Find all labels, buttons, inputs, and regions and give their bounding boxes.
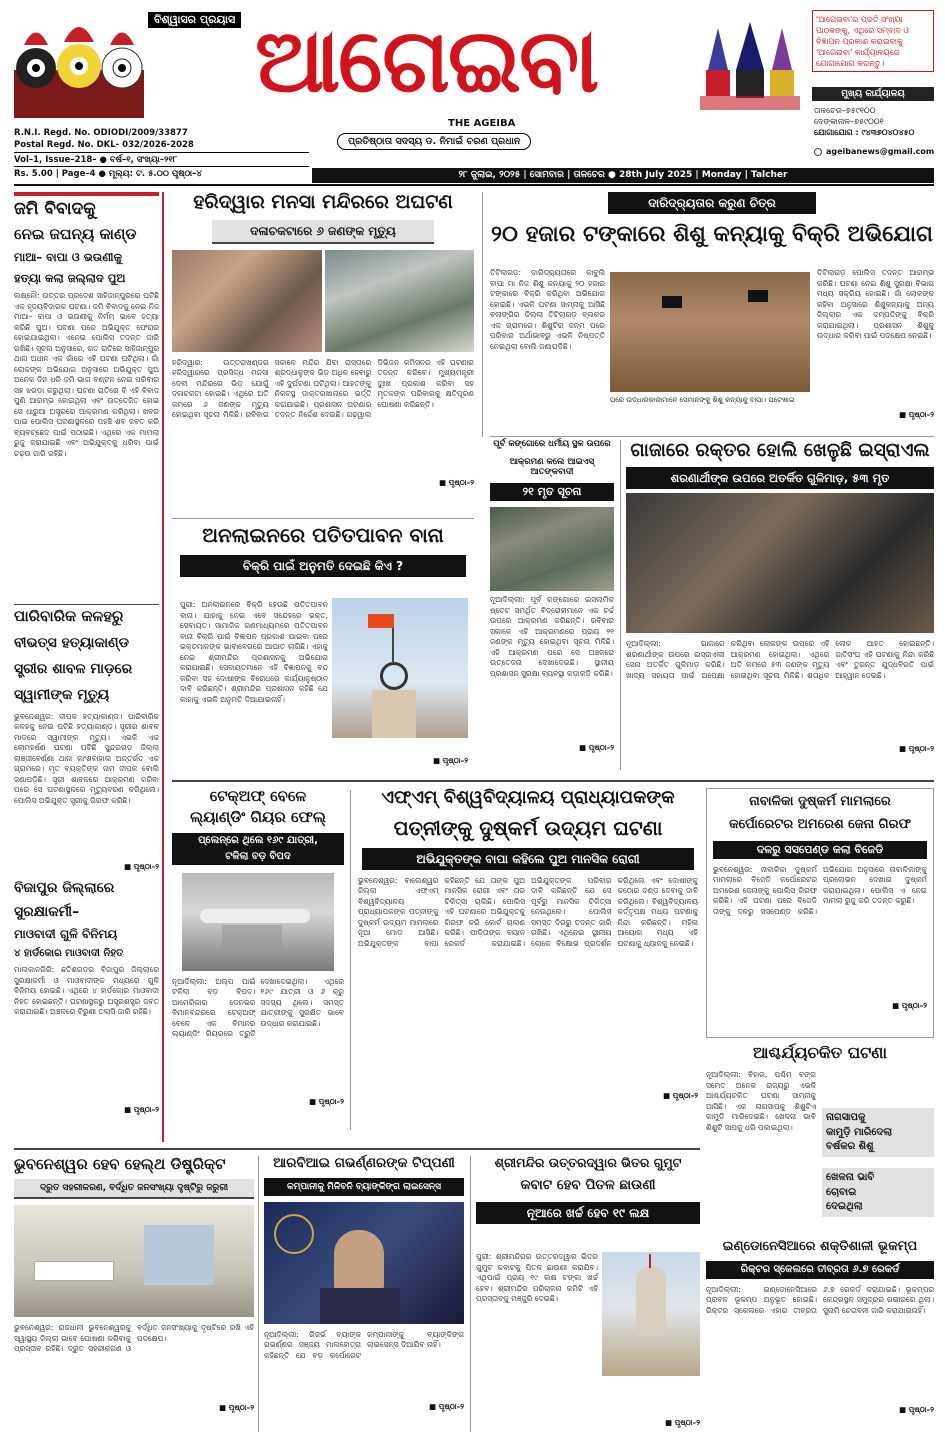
headline: ଆଶ୍ଚର୍ଯ୍ୟଚକିତ ଘଟଣା [753, 1043, 887, 1062]
headline-line: ମାଓବାଦୀ ଗୁଳି ବିନିମୟ [14, 927, 118, 942]
family-photo [610, 272, 810, 392]
continued-label: ■ ପୃଷ୍ଠା–୨ [578, 743, 614, 753]
continued-label: ■ ପୃଷ୍ଠା–୨ [898, 744, 934, 754]
title-english: THE AGEIBA [448, 118, 516, 129]
bullet-line: ଦେଇଥିଲା [826, 1201, 863, 1212]
continued-label: ■ ପୃଷ୍ଠା–୨ [898, 1404, 934, 1414]
aircraft-photo [182, 873, 334, 971]
headline: ଭୁବନେଶ୍ୱର ହେବ ହେଲ୍‌ଥ ଡିଷ୍ଟ୍ରିକ୍ଟ [14, 1155, 226, 1173]
email-icon [814, 148, 822, 156]
story-body: ଲକ୍ଷ୍ନୌ: ଉତ୍ତର ପ୍ରଦେଶ ସାହିଜାନ୍‌ପୁରରେ ଘଟିଛି ଏକ ହୃଦୟବିଦାରକ ଘଟଣା। ଜମି ବିବାଦକୁ ନେଇ ନିଜ ମାଆ– ବାପା ଓ ଭଉଣୀକୁ ନିର୍ମମ ଭାବେ ହତ୍ୟା କରିଛି ପୁଅ। ଘଟଣା ପରେ ଅଭିଯୁକ୍ତ ଫେରାର ହୋଇଯାଇଥିଲା। ଏନେଇ ପୋଲିସ ତଦନ୍ତ ଜାରି ରଖିଛି। ସୂଚନା ଅନୁସାରେ, ଗତ ରାତିରେ ସାହିଜାନ୍‌ପୁର ଥାନା ଅଧୀନ ଏକ ଗାଁରେ ଏହି ଘଟଣା ଘଟିଥିଲା। ଗାଁ ଲୋକଙ୍କ ଅଭିଯୋଗ ଅନୁସାରେ ଅଭିଯୁକ୍ତ ପୁଅ ଅନେକ ଦିନ ଧରି ଜମି ଭାଗ ବଣ୍ଟନ ନେଇ ପରିବାର ସହ ଝଗଡା କରୁଥିଲା। ଘଟଣା ରାତିରେ ବି ଏହି ବିବାଦ ପୁଣି ଆରମ୍ଭ ହୋଇଥିଲା ଏବଂ ଉତ୍ତେଜିତ ହୋଇ ସେ ଧାରୁଆ ଅସ୍ତ୍ରରେ ଆକ୍ରମଣ କରିଥିଲା। ଖବର ପାଇ ପୋଲିସ ଘଟଣାସ୍ଥଳରେ ପହଞ୍ଚି ଶବ ଜବତ କରି ବ୍ୟବଚ୍ଛେଦ ପାଇଁ ପଠାଇଛି। ଏଥିରେ ଏକ ମାମଲା ରୁଜୁ କରାଯାଇଛି ଏବଂ ଅଭିଯୁକ୍ତକୁ ଧରିବା ପାଇଁ ଚଢ଼ଉ ଜାରି ରହିଛି। [14, 291, 159, 458]
rbi-governor-photo [264, 1202, 464, 1324]
congo-story [490, 440, 614, 770]
child-sale-story [490, 192, 934, 432]
bullet-line: ଖେଳନା ଭାବି [826, 1172, 875, 1183]
headline-line: ବିଜାପୁର ଜିଲ୍ଲାରେ [14, 880, 115, 896]
subheadline: ଦଳରୁ ସସପେଣ୍ଡ କଲା ବିଜେଡି [713, 841, 927, 859]
headline-line: ବୀଭତ୍ସ ହତ୍ୟାକାଣ୍ଡ [14, 635, 129, 652]
story-body: ନୂଆଦିଲ୍ଲୀ: ପୂର୍ବ କଙ୍ଗୋରେ ଇସଲାମିକ ଷ୍ଟେଟ ସମର୍ଥିତ ବିଦ୍ରୋହୀମାନେ ଏକ ଚର୍ଚ୍ଚ ଉପରେ ଆକ୍ରମଣ କରିଛନ୍ତି। ରବିବାର ସକାଳେ ଏହି ଆକ୍ରମଣରେ ପ୍ରାୟ ୨୧ ଜଣଙ୍କ ମୃତ୍ୟୁ ହୋଇଥିବା ସୂଚନା ମିଳିଛି। ଏହି ଆକ୍ରମଣ ପରେ ସେ ଅଞ୍ଚଳରେ ଉତ୍ତେଜନା ଦେଖାଦେଇଛି। ସ୍ଥାନୀୟ ପ୍ରଶାସନ ସୁରକ୍ଷା ବ୍ୟବସ୍ଥା କଡ଼ାକଡ଼ି କରିଛି। [490, 595, 614, 678]
continued-label: ■ ପୃଷ୍ଠା–୨ [438, 477, 474, 487]
crowd-photo [172, 250, 474, 352]
photo-caption: ପରେ ଉଦ୍ଧାରକାରୀମାନେ ସେମାନଙ୍କୁ ଶିଶୁ କନ୍ୟାକୁ ବାପା। ପଟେଖାଇ [610, 396, 795, 404]
notice-box: 'ଆଗେଇବା'ର ପ୍ରତି ସଂଖ୍ୟା ପାଠକଙ୍କୁ, ଏଥିରେ ସମ୍ବାଦ ଓ ବିଜ୍ଞାପନ ପ୍ରକାଶ କରାଇବାକୁ 'ଆଗେଇବା' କାର୍ଯ୍ୟାଳୟରେ ଯୋଗାଯୋଗ କରନ୍ତୁ। [812, 10, 934, 72]
story-body: ମାଲକାନଗିରି: ଛତିଶଗଡ଼ର ବିଜାପୁର ଜିଲ୍ଲାରେ ସୁରକ୍ଷାକର୍ମୀ ଓ ମାଓବାଦୀଙ୍କ ମଧ୍ୟରେ ଗୁଳି ବିନିମୟ ହୋଇଛି। ଏଥିରେ ୪ ହାର୍ଡକୋର ମାଓବାଦୀ ନିହତ ହୋଇଛନ୍ତି। ଘଟଣାସ୍ଥଳରୁ ଅସ୍ତ୍ରଶସ୍ତ୍ର ଜବତ କରାଯାଇଛି। ଅଞ୍ଚଳରେ ଚିରୁଣୀ ତଲାସି ଜାରି ରହିଛି। [14, 965, 159, 1017]
haridwar-story [172, 192, 474, 520]
headline: ହରିଦ୍ୱାର ମନସା ମନ୍ଦିରରେ ଅଘଟଣ [193, 191, 453, 213]
temple-flag-photo [332, 598, 468, 738]
dateline: ୨୮ ଜୁଲାଇ, ୨୦୨୫ | ସୋମବାର | ତାଳଚେର ● 28th July 2025 | Monday | Talcher [312, 168, 934, 183]
hospital-photo [14, 1205, 254, 1317]
headline-line: ଶ୍ରୀମନ୍ଦିର ଉତ୍ତରଦ୍ୱାର ଭିତର ଗୁମୁଟ [494, 1155, 682, 1170]
headline-line: କବାଟ ହେବ ପିତଳ ଛାଉଣୀ [520, 1177, 656, 1194]
bullet-box-1 [822, 1108, 934, 1157]
bullet-line: ଚୋବାଇ [826, 1186, 857, 1198]
newspaper-title: ଆଗେଇବା [255, 8, 598, 112]
temple-photo [602, 1252, 700, 1376]
office-line-3: ଯୋଗାଯୋଗ : ୯୪୩୭୦୪୦୪୫୦ [814, 128, 915, 137]
office-line-1: ତାଳଚେର–୭୫୯୧୦୦ [814, 106, 876, 115]
bullet-line: କାମୁଡ଼ି ମାରିଦେଲା [826, 1126, 893, 1138]
headline-line: ମାଆ– ବାପା ଓ ଭଉଣୀକୁ [14, 249, 123, 264]
headline-line: ଜମି ବିବାଦକୁ [14, 199, 96, 219]
jagannath-logo-left [14, 10, 144, 118]
continued-label: ■ ପୃଷ୍ଠା–୨ [308, 1096, 344, 1106]
office-label: ମୁଖ୍ୟ କାର୍ଯ୍ୟାଳୟ [812, 87, 934, 101]
headline-line: ସୁରକ୍ଷାକର୍ମୀ– [14, 904, 80, 921]
headline-line: ହତ୍ୟା କଲା ଜଲ୍ଲାଦ ପୁଅ [14, 271, 126, 286]
office-line-2: ଦେଙ୍କାନାଳ–୭୫୯୦୦୧ [814, 117, 884, 126]
bullet-line: ନାଗସାପକୁ [826, 1112, 866, 1123]
headline-line: ପୂର୍ବ କଙ୍ଗୋରେ ଧର୍ମୀୟ ସ୍ଥଳ ଉପରେ [493, 439, 611, 449]
headline-line: ଟେକ୍‌ଅଫ୍ ବେଳେ [209, 787, 307, 805]
story-body: ଭୁବନେଶ୍ୱର: ଦୀପକ ହତ୍ୟାକାଣ୍ଡ। ପାରିବାରିକ କଳହକୁ ନେଇ ଘଟିଛି ହତ୍ୟାକାଣ୍ଡ। ସ୍ତ୍ରୀର ଶାବଳ ମାଡରେ ସ୍ୱାମୀଙ୍କ ମୃତ୍ୟୁ। ଏଭଳି ଏକ ଲୋମହର୍ଷଣ ଘଟଣା ଘଟିଛି ସୁନ୍ଦରଗଡ଼ ଜିଲ୍ଲା ଲାଞ୍ଜୀବେର୍ଣ୍ଣା ଥାନା କାଂଶବାହାଲ ଅନ୍ତର୍ଗତ ଏକ ଗ୍ରାମରେ। ମୃତ ବ୍ୟକ୍ତିଙ୍କ ନାମ ଦୀପକ ବୋଲି ଜଣାପଡ଼ିଛି। ସ୍ତ୍ରୀ ଶାବଳରେ ଆକ୍ରମଣ କରିବା ପରେ ସେ ଘଟଣାସ୍ଥଳରେ ମୃତ୍ୟୁବରଣ କରିଥିଲେ। ପୋଲିସ ଅଭିଯୁକ୍ତ ସ୍ତ୍ରୀକୁ ଗିରଫ କରିଛି। [14, 711, 159, 805]
headline-line: ପତ୍ନୀଙ୍କୁ ଦୁଷ୍କର୍ମ ଉଦ୍ୟମ ଘଟଣା [393, 815, 663, 840]
story-body-left: ତିଟିଲାଗଡ଼: ଦାରିଦ୍ର୍ୟତାରେ କାବୁଲି ବାପା ମା ନିଜ ଶିଶୁ କନ୍ୟାକୁ ୨୦ ହଜାର ଟଙ୍କାରେ ବିକ୍ରି କରିଥିବା ଅଭିଯୋଗ ହୋଇଛି। ଏଭଳି ଘଟଣା ସାମ୍ନାକୁ ଆସିଛି ବଲାଙ୍ଗିର ଜିଲ୍ଲା ତିଟିଲାଗଡ଼ ବ୍ଲକର ଏକ ଗ୍ରାମରେ। ଶିଶୁଟିର ଜନ୍ମ ପରେ ପରିବାର ଅର୍ଥାଭାବରୁ ଏଭଳି ନିଷ୍ପତ୍ତି ନେଇଥିଲା ବୋଲି ଜଣାପଡ଼ିଛି। [490, 268, 605, 351]
masthead [0, 0, 945, 185]
continued-label: ■ ପୃଷ୍ଠା–୨ [123, 1105, 159, 1115]
headline-line: ପାରିବାରିକ କଳହରୁ [14, 607, 124, 625]
headline-line: ଆକ୍ରମଣ କଲେ ଆଇଏସ୍ ଆତଙ୍କବାଦୀ [509, 456, 595, 477]
continued-label: ■ ପୃଷ୍ଠା–୨ [662, 1090, 698, 1100]
story-body: ଭୁବନେଶ୍ୱର: ବାଲେଶ୍ୱର ଜିଲ୍ଲା ଏଫ୍‌ଏମ୍ ବିଶ୍ୱବିଦ୍ୟାଳୟ ପ୍ରାଧ୍ୟାପକଙ୍କ ପତ୍ନୀଙ୍କୁ ଦୁଷ୍କର୍ମ ଉଦ୍ୟମ ମାମଲାରେ ନୂଆ ମୋଡ଼ ଆସିଛି। ଅଭିଯୁକ୍ତଙ୍କ ବାପା କହିଛନ୍ତି ଯେ ତାଙ୍କ ପୁଅ ମାନସିକ ରୋଗୀ ଏବଂ ତାର ଚିକିତ୍ସା ଚାଲିଛି। ପୋଲିସ ଏହି ଘଟଣାରେ ଅଭିଯୁକ୍ତକୁ ଗିରଫ କରି କୋର୍ଟ ଚାଲାଣ କରିଛି। ପୀଡ଼ିତାଙ୍କ ବୟାନ ରେକର୍ଡ କରାଯାଇଛି। ଅଭିଯୁକ୍ତଙ୍କ ପରିବାର ଦାବି କରିଛନ୍ତି ଯେ ସେ ପୂର୍ବରୁ ମାନସିକ ଚିକିତ୍ସା ନେଉଥିଲେ। ପୋଲିସ ସମସ୍ତ ଦିଗରୁ ତଦନ୍ତ ଜାରି ରଖିଛି। ଏଥିନେଇ ସ୍ଥାନୀୟ ଲୋକେ ବିକ୍ଷୋଭ ପ୍ରଦର୍ଶନ କରିଥିଲେ ଏବଂ ଦୋଷୀଙ୍କୁ କଠୋର ଦଣ୍ଡ ଦେବାକୁ ଦାବି କରିଥିଲେ। ବିଶ୍ୱବିଦ୍ୟାଳୟ କର୍ତ୍ତୃପକ୍ଷ ମଧ୍ୟ ଘଟଣାକୁ ନିନ୍ଦା କରିଛନ୍ତି। ମହିଳା ଆୟୋଗ ମଧ୍ୟ ଏହି ଘଟଣାକୁ ଧ୍ୟାନକୁ ନେଇଛି। [358, 875, 698, 948]
story-body: ଭୁବନେଶ୍ୱର: ନାବାଳିକା ଦୁଷ୍କର୍ମ ମାମଲାରେ ବିଜେଡି କର୍ପୋରେଟର ଅମରେଶ ଜେନାଙ୍କୁ ପୋଲିସ ଗିରଫ କରିଛି। ଏହି ଘଟଣା ପରେ ବିଜେଡି ତାଙ୍କୁ ଦଳରୁ ସସପେଣ୍ଡ କରିଛି। ଅଭିଯୋଗ ଅନୁସାରେ ନାବାଳିକାଙ୍କୁ ପ୍ରଲୋଭନ ଦେଖାଇ ଦୁଷ୍କର୍ମ କରାଯାଇଥିଲା। ପୋଲିସ ଏ ନେଇ ମାମଲା ରୁଜୁ କରି ତଦନ୍ତ କରୁଛି। [713, 864, 927, 916]
headline-line: ନେଇ ଜଘନ୍ୟ କାଣ୍ଡ [14, 224, 137, 243]
headline-line: ସ୍ୱାମୀଙ୍କ ମୃତ୍ୟୁ [14, 687, 110, 704]
indonesia-story [706, 1240, 934, 1430]
continued-label: ■ ପୃଷ୍ଠା–୨ [898, 410, 934, 419]
tagline: ବିଶ୍ୱାସର ପ୍ରୟାସ [148, 12, 241, 28]
nabalika-box [706, 788, 934, 1038]
headline-line: ଏଫ୍‌ଏମ୍ ବିଶ୍ୱବିଦ୍ୟାଳୟ ପ୍ରାଧ୍ୟାପକଙ୍କ [381, 787, 675, 808]
subheadline: ବିକ୍ରି ପାଇଁ ଅନୁମତି ଦେଇଛି କିଏ ? [180, 555, 466, 577]
headline: ୨୦ ହଜାର ଟଙ୍କାରେ ଶିଶୁ କନ୍ୟାକୁ ବିକ୍ରି ଅଭିଯୋଗ [491, 222, 933, 247]
headline-line: ଲ୍ୟାଣ୍ଡିଂ ଗିୟର ଫେଲ୍ [190, 808, 326, 827]
subheadline: ନୂଆରେ ଖର୍ଚ୍ଚ ହେବ ୧୯ ଲକ୍ଷ [476, 1202, 700, 1224]
continued-label: ■ ପୃଷ୍ଠା–୨ [664, 1418, 700, 1427]
subheadline: ଶରଣାର୍ଥୀଙ୍କ ଉପରେ ଅତର୍କିତ ଗୁଳିମାଡ଼, ୫୩ ମୃତ [626, 467, 934, 489]
subheadline: ଅଭିଯୁକ୍ତଙ୍କ ବାପା କହିଲେ ପୁଅ ମାନସିକ ରୋଗୀ [362, 848, 694, 870]
continued-label: ■ ପୃଷ୍ଠା–୨ [891, 1000, 927, 1010]
bijapur-story [14, 880, 159, 1135]
price-line: Rs. 5.00 | Page–4 ● ମୂଲ୍ୟ: ଟ. ୫.୦୦ ପୃଷ୍ଠା–୪ [14, 169, 202, 179]
srimandir-story [476, 1156, 700, 1436]
subheadline: ରିକ୍ଟର ସ୍କେଲରେ ତୀବ୍ରତା ୬.୭ ରେକର୍ଡ [706, 1261, 934, 1279]
headline-line: ୪ ହାର୍ଡକୋର ମାଓବାଦୀ ନିହତ [14, 947, 124, 959]
congo-photo [490, 507, 614, 591]
story-body: ନୂଆଦିଲ୍ଲୀ: ରିଜର୍ଭ ବ୍ୟାଙ୍କ ଗଭର୍ଣ୍ଣର ସଞ୍ଜୟ ମାଲହୋତ୍ରା କହିଛନ୍ତି ଯେ ବଡ଼ କର୍ପୋରେଟ କମ୍ପାନୀଙ୍କୁ ବ୍ୟାଙ୍କିଙ୍ଗ ଲାଇସେନ୍ସ ଦିଆଯିବ ନାହିଁ। [264, 1329, 464, 1360]
story-body: ନୂଆଦିଲ୍ଲୀ: ଗାଜାରେ ଶରଣାର୍ଥୀଙ୍କ ଉପରେ ଇସ୍ରାଏଲୀ ସେନା ଅତର୍କିତ ଗୁଳିମାଡ଼ କରିଛି। ଖାଦ୍ୟ ସହାୟତା ପାଇଁ ଅପେକ୍ଷା କରିଥିବା ଲୋକଙ୍କ ଉପରେ ଏହି ଆକ୍ରମଣ ହୋଇଥିଲା। ଏଥିରେ ଅତି କମରେ ୫୩ ଜଣଙ୍କ ମୃତ୍ୟୁ ହୋଇଥିବା ସୂଚନା ମିଳିଛି। ଶତାଧିକ ଲୋକ ଆହତ ହୋଇଛନ୍ତି। ଜାତିସଂଘ ଏହି ଘଟଣାକୁ ନିନ୍ଦା କରିଛି ଏବଂ ତୁରନ୍ତ ଯୁଦ୍ଧବିରତି ପାଇଁ ଆହ୍ୱାନ ଦେଇଛି। [626, 639, 934, 680]
headline: ଅନଲାଇନରେ ପତିତପାବନ ବାନା [202, 523, 444, 547]
bhubaneswar-story [14, 1156, 254, 1436]
left-story-2 [14, 608, 159, 872]
continued-label: ■ ପୃଷ୍ଠା–୨ [432, 756, 468, 765]
postal-number: Postal Regd. No. DKL- 032/2026-2028 [14, 140, 194, 150]
fm-university-story [358, 788, 698, 1133]
headline: ଇଣ୍ଡୋନେସିଆରେ ଶକ୍ତିଶାଳୀ ଭୂକମ୍ପ [722, 1239, 918, 1254]
volume-line: Vol–1, Issue–218– ● ବର୍ଷ–୧, ସଂଖ୍ୟା–୨୧୮ [14, 155, 178, 165]
gaza-photo [626, 493, 934, 633]
subheadline-1: ପ୍ଲେନ୍‌ରେ ଥିଲେ ୧୬୯ ଯାତ୍ରୀ, [172, 833, 344, 849]
headline-line: କର୍ପୋରେଟର ଅମରେଶ ଜେନା ଗିରଫ [729, 816, 911, 832]
bullet-line: ବର୍ଷକର ଶିଶୁ [826, 1141, 874, 1152]
story-body: ପୁରୀ: ଶ୍ରୀମନ୍ଦିରର ଉତ୍ତରଦ୍ୱାର ଭିତର ଗୁମୁଟ କବାଟକୁ ପିତଳ ଛାଉଣୀ କରାଯିବ। ଏଥିପାଇଁ ପ୍ରାୟ ୧୯ ଲକ୍ଷ ଟଙ୍କା ଖର୍ଚ୍ଚ ହେବ। ଶ୍ରୀମନ୍ଦିର ପରିଚାଳନା କମିଟି ଏହି ପ୍ରସ୍ତାବକୁ ମଞ୍ଜୁରି ଦେଇଛି। [476, 1252, 598, 1303]
subheadline: ୨୧ ମୃତ ସୂଚନା [490, 483, 614, 501]
subheadline: କମ୍ପାନୀକୁ ମିଳିବନି ବ୍ୟାଙ୍କିଙ୍ଗ ଲାଇସେନ୍ସ [264, 1178, 464, 1196]
story-body: ହରିଦ୍ୱାର: ଉତ୍ତରାଖଣ୍ଡର ହରିଦ୍ୱାରରେ ପ୍ରସିଦ୍ଧ ମନସା ଦେବୀ ମନ୍ଦିରରେ ଭିଡ଼ ଯୋଗୁଁ ଦଳାଚକଟା ହୋଇଛି। ଏଥିରେ ଅତି କମରେ ୬ ଜଣଙ୍କ ମୃତ୍ୟୁ ହୋଇଥିବା ସୂଚନା ମିଳିଛି। ରବିବାର ସକାଳେ ମନ୍ଦିର ଯିବା ରାସ୍ତାରେ ଶ୍ରଦ୍ଧାଳୁଙ୍କ ଭିଡ଼ ଅଧିକ ହେବାରୁ ଏହି ଦୁର୍ଘଟଣା ଘଟିଥିଲା। ଆହତଙ୍କୁ ନିକଟସ୍ଥ ଡାକ୍ତରଖାନାରେ ଭର୍ତ୍ତି କରାଯାଇଛି। ପ୍ରଶାସନ ଘଟଣାର ତଦନ୍ତ ନିର୍ଦ୍ଦେଶ ଦେଇଛି। ଗଢ଼ୱାଲ ଡିଭିଜନ କମିସନର ଏହି ଘଟଣାର ତଦନ୍ତ କରିବେ। ମୁଖ୍ୟମନ୍ତ୍ରୀ ଦୁଃଖ ପ୍ରକାଶ କରିବା ସହ ମୃତକଙ୍କ ପରିବାରକୁ କ୍ଷତିପୂରଣ ଘୋଷଣା କରିଛନ୍ତି। [172, 357, 474, 420]
story-body-right: ତିଟିଲାଗଡ଼ ପୋଲିସ ତଦନ୍ତ ଆରମ୍ଭ କରିଛି। ଘଟଣା ନେଇ ଶିଶୁ ସୁରକ୍ଷା ବିଭାଗ ମଧ୍ୟ ସକ୍ରିୟ ହୋଇଛି। ଗାଁ ଲୋକଙ୍କ କହିବା ଅନୁସାରେ ଶିଶୁକନ୍ୟାକୁ ଅନ୍ୟ ଜିଲ୍ଲାର ଏକ ଦମ୍ପତିଙ୍କୁ ବିକ୍ରି କରାଯାଇଥିଲା। ପ୍ରଶାସନ ଶିଶୁକୁ ଉଦ୍ଧାର କରିବା ପାଇଁ ପଦକ୍ଷେପ ନେଇଛି। [817, 268, 934, 340]
story-body: ଭୁବନେଶ୍ୱର: ରାଜଧାନୀ ଭୁବନେଶ୍ୱରକୁ ସ୍ୱାସ୍ଥ୍ୟ ଜିଲ୍ଲା ଭାବେ ଘୋଷଣା କରିବାକୁ ପ୍ରସ୍ତାବ ରହିଛି। ଦ୍ରୁତ ସହରୀକରଣ ଓ ବର୍ଦ୍ଧିତ ଜନସଂଖ୍ୟାକୁ ଦୃଷ୍ଟିରେ ରଖି ଏହି ପଦକ୍ଷେପ। [14, 1323, 254, 1354]
subheadline-2: ଟଳିଲା ବଡ଼ ବିପଦ [172, 849, 344, 865]
gaza-story [626, 440, 934, 770]
left-story-1 [14, 200, 159, 581]
founder-line: ପ୍ରତିଷ୍ଠାତା ସଦସ୍ୟ ଡ. ନିମାଇଁ ଚରଣ ପ୍ରଧାନ [337, 133, 531, 150]
rbi-story [264, 1156, 464, 1436]
ascharya-story [706, 1043, 934, 1212]
rni-number: R.N.I. Regd. No. ODIODI/2009/33877 [14, 128, 188, 138]
story-body: ନୂଆଦିଲ୍ଲୀ: ବିହାର, ପଶ୍ଚିମ ବଙ୍ଗ ସମେତ ଅନେକ ରାଜ୍ୟରୁ ଏଭଳି ଆଶ୍ଚର୍ଯ୍ୟଚକିତ ଘଟଣା ସାମ୍ନାକୁ ଆସିଛି। ଏକ ନାଗସାପକୁ ଶିଶୁଟିଏ କାମୁଡ଼ି ମାରିଦେଇଛି। ଖେଳନା ଭାବି ଶିଶୁଟି ସାପକୁ ଧରି ପକାଇଥିଲା। [706, 1070, 816, 1132]
bullet-box-2 [822, 1168, 934, 1217]
headline-line: ନାବାଳିକା ଦୁଷ୍କର୍ମ ମାମଲାରେ [749, 794, 891, 809]
headline: ଗାଜାରେ ରକ୍ତର ହୋଲି ଖେଳୁଛି ଇସ୍ରାଏଲ [630, 440, 930, 461]
continued-label: ■ ପୃଷ୍ଠା–୨ [428, 1401, 464, 1411]
story-body: ପୁରୀ: ଅନଲାଇନରେ ବିକ୍ରି ହେଉଛି ପତିତପାବନ ବାନା। ଯାହାକୁ ନେଇ ଏବେ ସନ୍ଦେହରେ ଭକ୍ତ, ସେବାୟତ। ସାମାଜିକ ଗଣମାଧ୍ୟମରେ ପତିତପାବନ ବାନା ବିକ୍ରି ପାଇଁ ବିଜ୍ଞାପନ ପ୍ରକାଶ ପାଇବା ପରେ ଭକ୍ତମାନଙ୍କ ଭାବାବେଗରେ ଆଘାତ ଲାଗିଛି। ଏହାକୁ ନେଇ ଶ୍ରୀମନ୍ଦିର ପ୍ରଶାସନକୁ ଅଭିଯୋଗ କରାଯାଇଛି। ସେବାୟତମାନେ ଏହି ବିଜ୍ଞାପନକୁ ବନ୍ଦ କରିବା ସହ ଦୋଷୀଙ୍କ ବିରୋଧରେ କାର୍ଯ୍ୟାନୁଷ୍ଠାନ ଦାବି କରିଛନ୍ତି। ଶ୍ରୀମନ୍ଦିର ପ୍ରଶାସନ କହିଛି ଯେ କାହାକୁ ଏଭଳି ଅନୁମତି ଦିଆଯାଇନାହିଁ। [180, 600, 328, 704]
story-label: ଦାରିଦ୍ର୍ୟତାର କରୁଣ ଚିତ୍ର [608, 192, 816, 214]
headline: ଆରବିଆଇ ଗଭର୍ଣ୍ଣରଙ୍କ ଟିପ୍ପଣୀ [273, 1155, 455, 1171]
story-body: ନୂଆଦିଲ୍ଲୀ: ଇଣ୍ଡୋନେସିଆରେ ପ୍ରବଳ ଭୂକମ୍ପ ଅନୁଭୂତ ହୋଇଛି। ରିକ୍ଟର ସ୍କେଲରେ ଏହାର ତୀବ୍ରତା ୬.୭ ରେକର୍ଡ କରାଯାଇଛି। ଭୂକମ୍ପର କେନ୍ଦ୍ରସ୍ଥଳ ସମୁଦ୍ରର ଗଭୀରରେ ଥିଲା। ସୁନାମି ଚେତାବନୀ ଜାରି କରାଯାଇନାହିଁ। [706, 1284, 934, 1315]
email: ageibanews@gmail.com [826, 147, 935, 156]
story-body: ନୂଆଦିଲ୍ଲୀ: ଅଲ୍ପ ପାଇଁ ଟଳିଲା ବଡ଼ ବିପଦ। ଆମେରିକାର ଡେନଭର ବିମାନବନ୍ଦରରେ ଟେକ୍‌ଅଫ୍ ବେଳେ ଏକ ବିମାନର ଲ୍ୟାଣ୍ଡିଂ ଗିୟରରେ ତ୍ରୁଟି ଦେଖାଦେଇଥିଲା। ଏଥିରେ ୧୬୯ ଯାତ୍ରୀ ଓ ୬ କ୍ରୁ ସଦସ୍ୟ ଥିଲେ। ସମସ୍ତ ଯାତ୍ରୀଙ୍କୁ ସୁରକ୍ଷିତ ଭାବେ ଉଦ୍ଧାର କରାଯାଇଛି। [172, 976, 344, 1038]
subheadline: ଦ୍ରୁତ ସହରୀକରଣ, ବର୍ଦ୍ଧିତ ଜନସଂଖ୍ୟା ଦୃଷ୍ଟିରୁ ଜରୁରୀ [14, 1179, 254, 1199]
chariot-image [700, 20, 800, 110]
continued-label: ■ ପୃଷ୍ଠା–୨ [218, 1403, 254, 1413]
headline-line: ସ୍ତ୍ରୀର ଶାବଳ ମାଡ଼ରେ [14, 661, 133, 678]
takeoff-story [172, 788, 344, 1133]
subheadline: ଦଳାଚକଟାରେ ୬ ଜଣଙ୍କ ମୃତ୍ୟୁ [212, 220, 434, 244]
patitapaban-story [172, 524, 474, 774]
continued-label: ■ ପୃଷ୍ଠା–୨ [123, 861, 159, 871]
